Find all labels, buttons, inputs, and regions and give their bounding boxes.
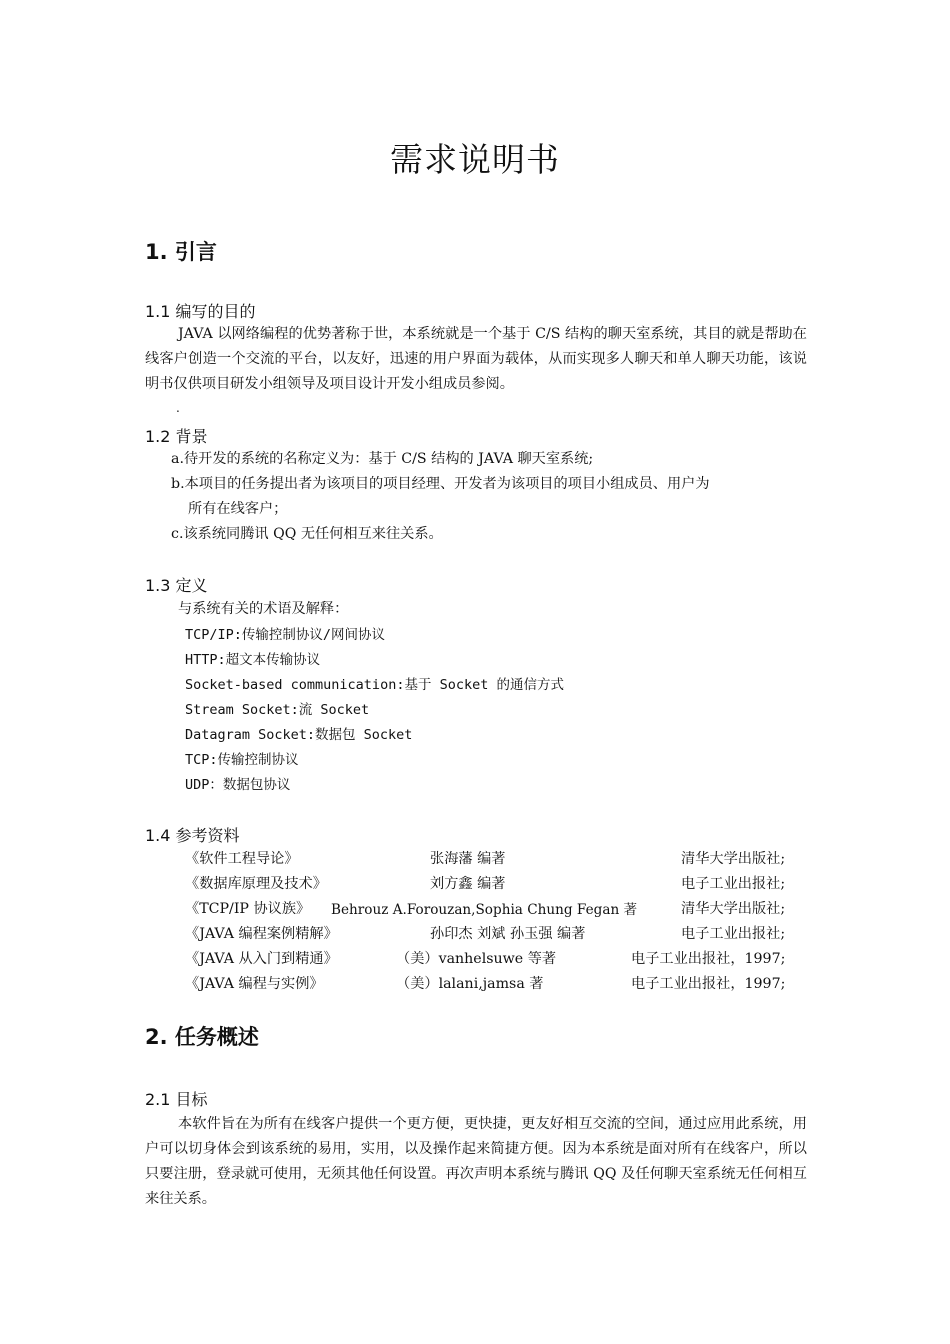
definition-term: Socket-based communication:基于 Socket 的通信方式	[185, 677, 564, 693]
definition-term: TCP:传输控制协议	[185, 752, 299, 768]
definition-term: UDP：数据包协议	[185, 777, 291, 793]
reference-row	[0, 873, 950, 898]
reference-publisher: 清华大学出版社;	[681, 851, 786, 867]
section-1-1-heading: 1.1 编写的目的	[145, 302, 256, 321]
reference-author: （美）lalani,jamsa 著	[396, 976, 544, 992]
section-1-heading: 1. 引言	[145, 240, 217, 264]
background-item-b-cont: 所有在线客户；	[188, 501, 288, 517]
reference-author: （美）vanhelsuwe 等著	[396, 951, 557, 967]
reference-publisher: 电子工业出报社;	[681, 876, 786, 892]
reference-author: 孙印杰 刘斌 孙玉强 编著	[430, 926, 586, 942]
section-1-2-heading: 1.2 背景	[145, 427, 208, 446]
reference-row	[0, 973, 950, 998]
reference-book: 《软件工程导论》	[185, 851, 299, 867]
definitions-intro: 与系统有关的术语及解释：	[178, 601, 349, 617]
section-1-1-paragraph: JAVA 以网络编程的优势著称于世，本系统就是一个基于 C/S 结构的聊天室系统，其目的就是帮助在线客户创造一个交流的平台，以友好，迅速的用户界面为载体，从而实现多人聊天和单人聊天功能，该说明书仅供项目研发小组领导及项目设计开发小组成员参阅。	[145, 326, 807, 392]
definition-term: TCP/IP:传输控制协议/网间协议	[185, 627, 386, 643]
background-item-a: a.待开发的系统的名称定义为：基于 C/S 结构的 JAVA 聊天室系统;	[171, 451, 594, 467]
reference-publisher: 清华大学出版社;	[681, 901, 786, 917]
definition-term: Stream Socket:流 Socket	[185, 702, 370, 718]
reference-book: 《数据库原理及技术》	[185, 876, 327, 892]
definition-term: HTTP:超文本传输协议	[185, 652, 321, 668]
background-item-c: c.该系统同腾讯 QQ 无任何相互来往关系。	[171, 526, 443, 542]
reference-publisher: 电子工业出报社，1997;	[631, 976, 786, 992]
reference-author: 张海藩 编著	[430, 851, 506, 867]
section-1-3-heading: 1.3 定义	[145, 576, 208, 595]
reference-author: 刘方鑫 编著	[430, 876, 506, 892]
definition-term: Datagram Socket:数据包 Socket	[185, 727, 413, 743]
reference-publisher: 电子工业出报社;	[681, 926, 786, 942]
document-title: 需求说明书	[390, 140, 560, 179]
reference-row	[0, 898, 950, 923]
reference-author: Behrouz A.Forouzan,Sophia Chung Fegan 著	[331, 902, 638, 918]
reference-book: 《JAVA 从入门到精通》	[185, 951, 338, 967]
reference-row	[0, 948, 950, 973]
section-1-4-heading: 1.4 参考资料	[145, 826, 240, 845]
section-2-1-paragraph: 本软件旨在为所有在线客户提供一个更方便，更快捷，更友好相互交流的空间，通过应用此系统，用户可以切身体会到该系统的易用，实用，以及操作起来简捷方便。因为本系统是面对所有在线客户，所以只要注册，登录就可使用，无须其他任何设置。再次声明本系统与腾讯 QQ 及任何聊天室系统无任何相互来往关系。	[145, 1116, 807, 1207]
reference-publisher: 电子工业出报社，1997;	[631, 951, 786, 967]
reference-row	[0, 848, 950, 873]
background-item-b: b.本项目的任务提出者为该项目的项目经理、开发者为该项目的项目小组成员、用户为	[171, 476, 710, 492]
stray-dot: .	[176, 401, 180, 415]
section-2-heading: 2. 任务概述	[145, 1025, 259, 1049]
reference-book: 《TCP/IP 协议族》	[185, 901, 311, 917]
reference-row	[0, 923, 950, 948]
reference-book: 《JAVA 编程与实例》	[185, 976, 324, 992]
section-2-1-heading: 2.1 目标	[145, 1090, 208, 1109]
reference-book: 《JAVA 编程案例精解》	[185, 926, 338, 942]
